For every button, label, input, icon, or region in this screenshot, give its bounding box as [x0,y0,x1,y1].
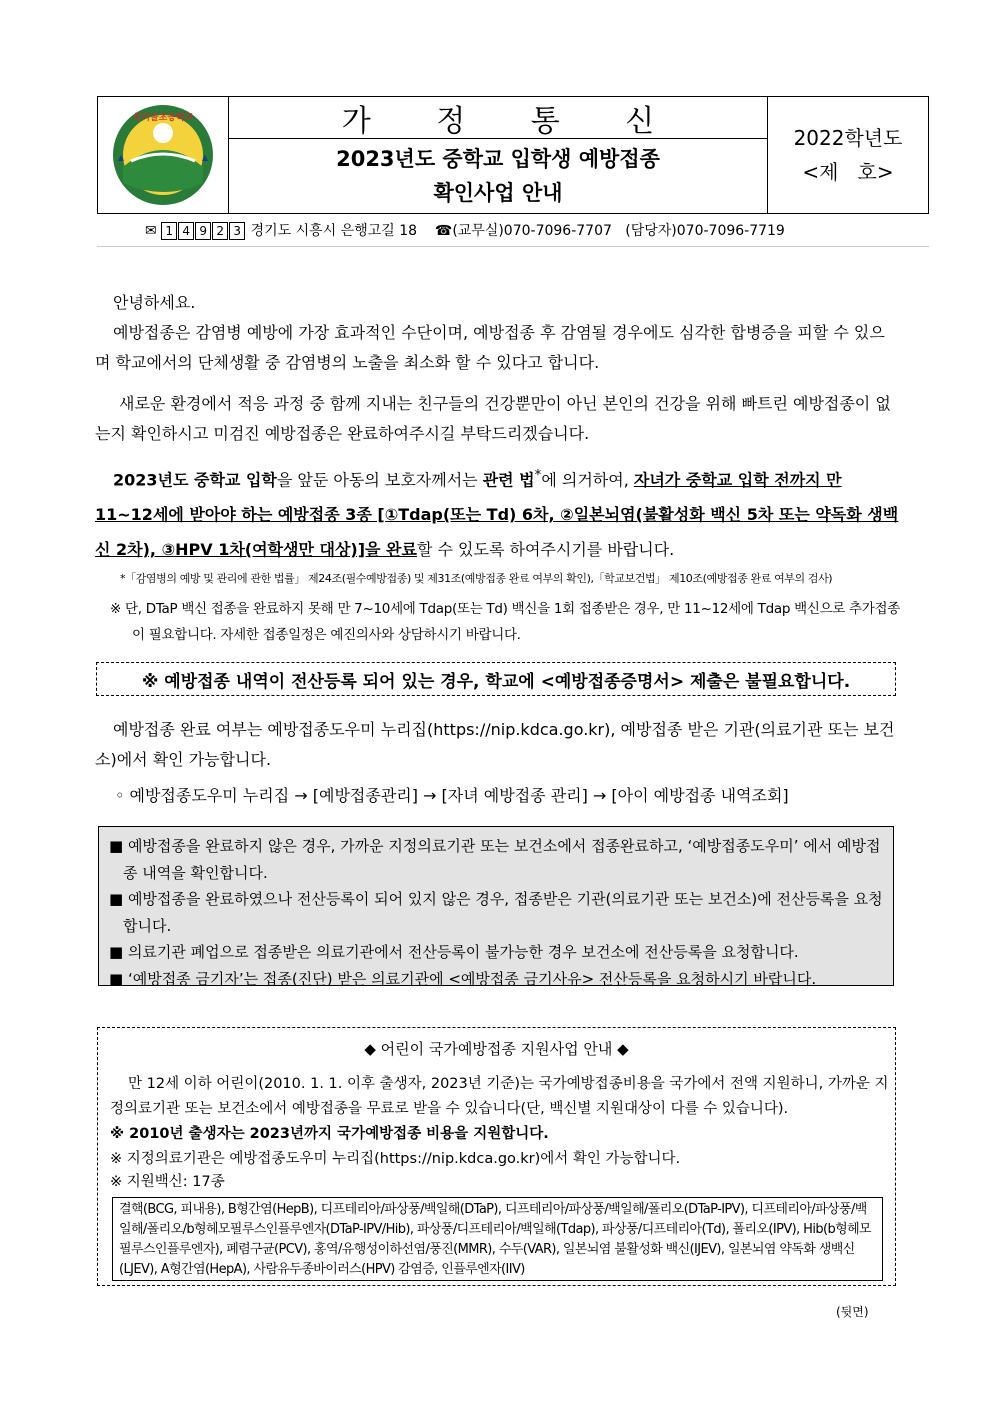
greeting: 안녕하세요. [113,293,196,312]
postcode-digit: 2 [212,222,228,240]
issue-number: <제 호> [802,160,894,184]
instruction-item: ■ ‘예방접종 금기자’는 접종(진단) 받은 의료기관에 <예방접종 금기사유> 전산등록을 요청하시기 바랍니다. [109,969,817,988]
postcode-digit: 3 [229,222,245,240]
support-line2: ※ 2010년 출생자는 2023년까지 국가예방접종 비용을 지원합니다. [110,1126,549,1142]
back-page-marker: (뒷면) [836,1305,869,1319]
support-line3: ※ 지정의료기관은 예방접종도우미 누리집(https://nip.kdca.go.kr)에서 확인 가능합니다. [110,1151,681,1167]
notice-box: ※ 예방접종 내역이 전산등록 되어 있는 경우, 학교에 <예방접종증명서> 제출은 불필요합니다. [96,662,896,696]
paragraph-1: 예방접종은 감염병 예방에 가장 효과적인 수단이며, 예방접종 후 감염될 경우에도 심각한 합병증을 피할 수 있으며 학교에서의 단체생활 중 감염병의 노출을 최소화 할 수 있다고 합니다. [95,323,885,372]
title-cell [229,97,768,213]
support-title: ◆ 어린이 국가예방접종 지원사업 안내 ◆ [364,1040,629,1058]
footnote-law: *「감염병의 예방 및 관리에 관한 법률」 제24조(필수예방접종) 및 제31조(예방접종 완료 여부의 확인),「학교보건법」 제10조(예방접종 완료 여부의 검사) [120,572,833,585]
para3-f: 할 수 있도록 하여주시기를 바랍니다. [416,540,675,560]
para3-requirement: 자녀가 중학교 입학 전까지 만 11~12세에 받아야 하는 예방접종 3종 [①Tdap(또는 Td) 6차, ②일본뇌염(불활성화 백신 5차 또는 약독화 생백신 2차), ③HPV 1차(여학생만 대상)]을 완료 [95,470,899,560]
divider [97,246,929,247]
navigation-path: ◦ 예방접종도우미 누리집 → [예방접종관리] → [자녀 예방접종 관리] → [아이 예방접종 내역조회] [115,786,789,805]
para3-b: 을 앞둔 아동의 보호자께서는 [276,470,483,490]
paragraph-2: 새로운 환경에서 적응 과정 중 함께 지내는 친구들의 건강뿐만이 아닌 본인의 건강을 위해 빠트린 예방접종이 없는지 확인하시고 미검진 예방접종은 완료하여주시길 부탁드리겠습니다. [95,394,891,443]
newsletter-title: 가 정 통 신 [229,97,767,139]
instruction-item: ■ 의료기관 폐업으로 접종받은 의료기관에서 전산등록이 불가능한 경우 보건소에 전산등록을 요청합니다. [109,943,799,961]
support-line1: 만 12세 이하 어린이(2010. 1. 1. 이후 출생자, 2023년 기준)는 국가예방접종비용을 국가에서 전액 지원하니, 가까운 지정의료기관 또는 보건소에서 예방접종을 무료로 받을 수 있습니다(단, 백신별 지원대상이 다를 수 있습니다). [110,1076,889,1117]
address-line [145,220,785,240]
mail-icon: ✉ [145,223,157,239]
address-text: 경기도 시흥시 은행고길 18 [250,223,418,239]
para3-law: 관련 법 [482,470,535,490]
postcode-digit: 9 [195,222,211,240]
school-emblem-icon [111,103,215,207]
instruction-box [98,826,894,986]
postcode-digit: 4 [178,222,194,240]
office-phone: (교무실)070-7096-7707 [452,223,612,239]
year-cell [768,97,928,213]
staff-phone: (담당자)070-7096-7719 [625,223,785,239]
subtitle [229,139,767,213]
subtitle-line1: 2023년도 중학교 입학생 예방접종 [336,147,660,171]
support-line4: ※ 지원백신: 17종 [110,1174,225,1190]
paragraph-3: 2023년도 중학교 입학을 앞둔 아동의 보호자께서는 관련 법*에 의거하여, 자녀가 중학교 입학 전까지 만 11~12세에 받아야 하는 예방접종 3종 [①Tdap(또는 Td) 6차, ②일본뇌염(불활성화 백신 5차 또는 약독화 생백신 2차), ③HPV 1차(여학생만 대상)]을 완료할 수 있도록 하여주시기를 바랍니다. [95,468,899,560]
phone-icon: ☎ [434,223,453,239]
para3-d: 에 의거하여, [541,470,634,490]
paragraph-4: 예방접종 완료 여부는 예방접종도우미 누리집(https://nip.kdca.go.kr), 예방접종 받은 기관(의료기관 또는 보건소)에서 확인 가능합니다. [95,720,895,769]
logo-text: 옥터골초등학교 [132,113,194,123]
school-year: 2022학년도 [793,126,903,150]
instruction-item: ■ 예방접종을 완료하지 않은 경우, 가까운 지정의료기관 또는 보건소에서 접종완료하고, ‘예방접종도우미’ 에서 예방접종 내역을 확인합니다. [109,837,881,882]
footnote-dtap: ※ 단, DTaP 백신 접종을 완료하지 못해 만 7~10세에 Tdap(또는 Td) 백신을 1회 접종받은 경우, 만 11~12세에 Tdap 백신으로 추가접종이 필요합니다. 자세한 접종일정은 예진의사와 상담하시기 바랍니다. [110,601,901,643]
vaccine-list: 결핵(BCG, 피내용), B형간염(HepB), 디프테리아/파상풍/백일해(DTaP), 디프테리아/파상풍/백일해/폴리오(DTaP-IPV), 디프테리아/파상풍/백일해/폴리오/b형헤모필루스인플루엔자(DTaP-IPV/Hib), 파상풍/디프테리아/백일해(Tdap), 파상풍/디프테리아(Td), 폴리오(IPV), Hib(b형헤모필루스인플루엔자), 폐렴구균(PCV), 홍역/유행성이하선염/풍진(MMR), 수두(VAR), 일본뇌염 불활성화 백신(IJEV), 일본뇌염 약독화 생백신(LJEV), A형간염(HepA), 사람유두종바이러스(HPV) 감염증, 인플루엔자(IIV) [112,1197,883,1281]
header-table [97,96,929,214]
subtitle-line2: 확인사업 안내 [433,181,563,205]
instruction-item: ■ 예방접종을 완료하였으나 전산등록이 되어 있지 않은 경우, 접종받은 기관(의료기관 또는 보건소)에 전산등록을 요청합니다. [109,890,883,935]
school-logo [98,97,229,213]
postcode-digit: 1 [161,222,177,240]
para3-bold-a: 2023년도 중학교 입학 [113,470,277,490]
